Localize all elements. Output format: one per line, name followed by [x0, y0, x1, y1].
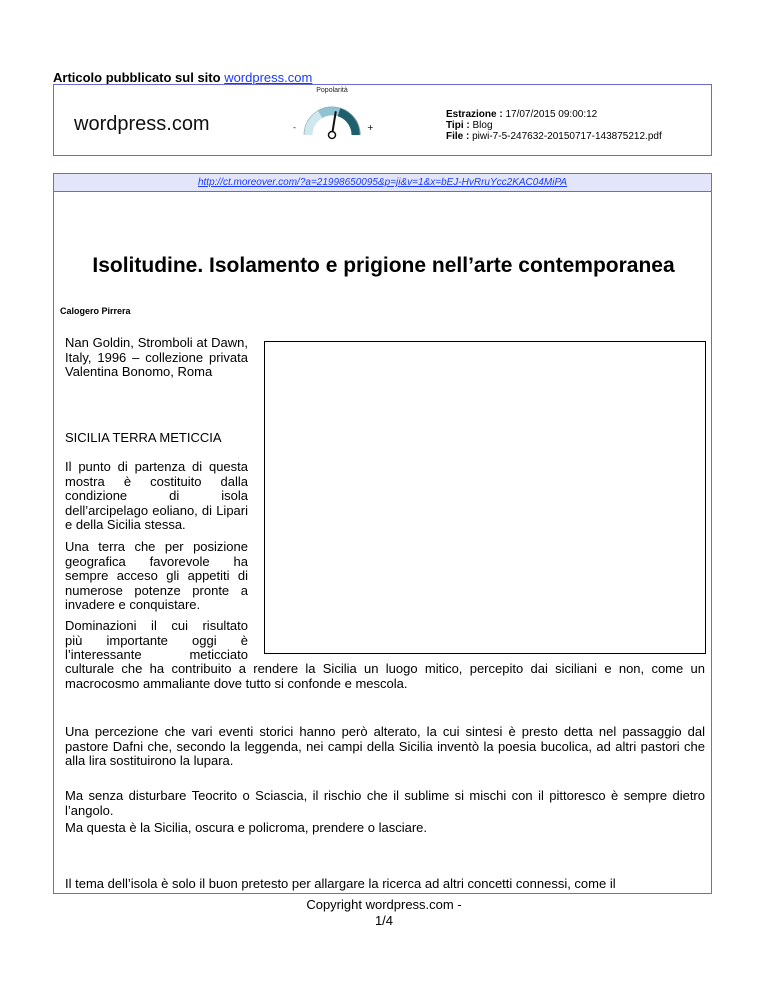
- popularity-label: Popolarità: [316, 87, 348, 94]
- paragraph-3-line-1: Dominazioni il cui risultato: [65, 618, 248, 633]
- page-footer: [0, 897, 768, 929]
- published-label: Articolo pubblicato sul sito: [53, 70, 221, 85]
- paragraph-5: Ma senza disturbare Teocrito o Sciascia, il rischio che il sublime si mischi con il pittoresco è sempre dietro l’angolo.: [65, 788, 705, 818]
- article-author: Calogero Pirrera: [60, 306, 131, 316]
- published-line: [53, 70, 312, 85]
- section-heading: SICILIA TERRA METICCIA: [65, 430, 222, 445]
- page-number: 1/4: [374, 913, 394, 928]
- popularity-gauge: [284, 87, 380, 157]
- article-image-placeholder: [264, 341, 706, 654]
- file-value: piwi-7-5-247632-20150717-143875212.pdf: [472, 131, 662, 142]
- site-logo: wordpress.com: [74, 113, 210, 135]
- article-url-bar: [54, 174, 711, 192]
- type-value: Blog: [472, 120, 493, 131]
- info-box: [53, 84, 712, 156]
- article-box: [53, 173, 712, 894]
- image-caption: Nan Goldin, Stromboli at Dawn, Italy, 1996 – collezione privata Valentina Bonomo, Roma: [65, 335, 248, 379]
- gauge-plus: +: [367, 123, 374, 132]
- paragraph-2: Una terra che per posizione geografica favorevole ha sempre acceso gli appetiti di numerose potenze pronte a invadere e conquistare.: [65, 539, 248, 612]
- file-label: File :: [446, 131, 470, 142]
- paragraph-6: Ma questa è la Sicilia, oscura e policroma, prendere o lasciare.: [65, 820, 428, 835]
- extraction-value: 17/07/2015 09:00:12: [505, 109, 598, 120]
- type-label: Tipi :: [446, 120, 470, 131]
- article-title: Isolitudine. Isolamento e prigione nell’arte contemporanea: [92, 254, 675, 277]
- paragraph-7: Il tema dell’isola è solo il buon pretesto per allargare la ricerca ad altri concetti connessi, come il: [65, 877, 616, 891]
- published-site-link[interactable]: wordpress.com: [224, 70, 313, 85]
- copyright-text: Copyright wordpress.com -: [306, 897, 462, 912]
- extraction-label: Estrazione :: [446, 109, 503, 120]
- paragraph-3-tail: culturale che ha contribuito a rendere la Sicilia un luogo mitico, percepito dai siciliani e non, come un macrocosmo ammaliante dove tutto si confonde e mescola.: [65, 661, 705, 691]
- paragraph-3-line-3: l’interessante meticciato: [65, 647, 248, 662]
- gauge-dial-icon: [284, 87, 380, 157]
- extraction-meta: [446, 109, 662, 142]
- paragraph-4: Una percezione che vari eventi storici hanno però alterato, la cui sintesi è presto detta nel passaggio dal pastore Dafni che, secondo la leggenda, nei campi della Sicilia inventò la poesia bucolica, ad altri pastori che alla lira sostituirono la lupara.: [65, 724, 705, 768]
- paragraph-3-line-2: più importante oggi è: [65, 632, 248, 648]
- gauge-minus: -: [293, 123, 296, 132]
- article-url-link[interactable]: http://ct.moreover.com/?a=21998650095&p=ji&v=1&x=bEJ-HvRruYcc2KAC04MiPA: [197, 177, 568, 188]
- paragraph-3-head: [65, 619, 248, 663]
- paragraph-1: Il punto di partenza di questa mostra è costituito dalla condizione di isola dell’arcipelago eoliano, di Lipari e della Sicilia stessa.: [65, 459, 248, 532]
